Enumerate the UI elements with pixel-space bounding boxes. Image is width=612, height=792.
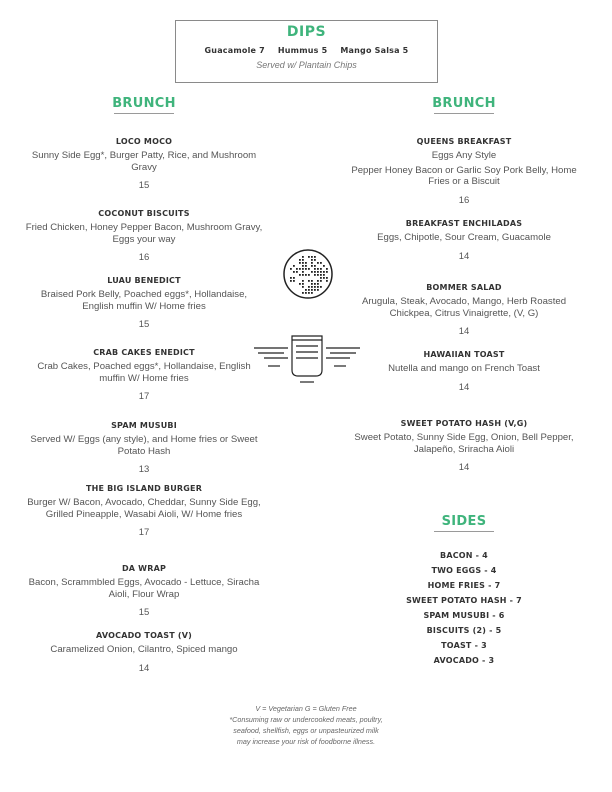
dip-item: Guacamole 7: [204, 46, 265, 55]
dip-item: Hummus 5: [277, 46, 328, 55]
item-name: CRAB CAKES ENEDICT: [93, 348, 195, 357]
health-warning-line: *Consuming raw or undercooked meats, poultry,: [229, 715, 383, 724]
menu-item: [24, 421, 264, 475]
item-price: 14: [458, 462, 470, 473]
item-name: BREAKFAST ENCHILADAS: [405, 219, 523, 228]
item-name: THE BIG ISLAND BURGER: [85, 484, 203, 493]
dips-items: [176, 46, 437, 55]
item-description: Served W/ Eggs (any style), and Home fries or Sweet Potato Hash: [30, 434, 258, 457]
coffee-cup-icon: [254, 326, 360, 388]
menu-item: [344, 219, 584, 262]
item-name: LUAU BENEDICT: [107, 276, 181, 285]
menu-item: [344, 350, 584, 393]
menu-item: [344, 419, 584, 473]
brunch-left-column: [24, 96, 264, 674]
item-description: Fried Chicken, Honey Pepper Bacon, Mushroom Gravy, Eggs your way: [25, 222, 263, 245]
brunch-right-column: [344, 96, 584, 665]
menu-item: [24, 564, 264, 618]
side-item: TOAST - 3: [441, 641, 487, 650]
item-description: Eggs, Chipotle, Sour Cream, Guacamole: [377, 232, 551, 243]
title-rule: [434, 113, 494, 114]
item-name: QUEENS BREAKFAST: [416, 137, 512, 146]
title-rule: [434, 531, 494, 532]
dips-section: [175, 20, 438, 83]
item-name: COCONUT BISCUITS: [98, 209, 190, 218]
side-item: BACON - 4: [440, 551, 488, 560]
item-description: Nutella and mango on French Toast: [388, 363, 540, 374]
item-description: Sunny Side Egg*, Burger Patty, Rice, and Mushroom Gravy: [31, 150, 257, 173]
item-name: AVOCADO TOAST (V): [96, 631, 192, 640]
item-name: SWEET POTATO HASH (V,G): [400, 419, 528, 428]
item-description: Bacon, Scrammbled Eggs, Avocado - Lettuce, Siracha Aioli, Flour Wrap: [28, 577, 260, 600]
item-description: Burger W/ Bacon, Avocado, Cheddar, Sunny Side Egg, Grilled Pineapple, Wasabi Aioli, W/ Home fries: [27, 497, 261, 520]
item-description: Crab Cakes, Poached eggs*, Hollandaise, English muffin W/ Home fries: [37, 361, 251, 384]
dips-title: DIPS: [286, 24, 327, 40]
side-item: AVOCADO - 3: [433, 656, 495, 665]
item-description: Sweet Potato, Sunny Side Egg, Onion, Bell Pepper, Jalapeño, Sriracha Aioli: [354, 432, 574, 455]
side-item: SWEET POTATO HASH - 7: [406, 596, 522, 605]
side-item: TWO EGGS - 4: [431, 566, 497, 575]
item-name: SPAM MUSUBI: [111, 421, 177, 430]
dip-item: Mango Salsa 5: [340, 46, 409, 55]
item-name: HAWAIIAN TOAST: [423, 350, 505, 359]
dietary-legend: V = Vegetarian G = Gluten Free: [255, 704, 357, 713]
item-description: Eggs Any Style: [431, 150, 497, 161]
dips-subtitle: Served w/ Plantain Chips: [256, 60, 357, 70]
side-item: BISCUITS (2) - 5: [426, 626, 502, 635]
item-description: Arugula, Steak, Avocado, Mango, Herb Roasted Chickpea, Citrus Vinaigrette, (V, G): [361, 296, 567, 319]
menu-item: [24, 631, 264, 674]
menu-item: [24, 137, 264, 191]
menu-item: [344, 283, 584, 337]
item-price: 16: [138, 252, 150, 263]
footer-notes: [150, 703, 462, 747]
item-price: 16: [458, 194, 470, 206]
side-item: SPAM MUSUBI - 6: [423, 611, 505, 620]
title-rule: [114, 113, 174, 114]
item-price: 15: [138, 180, 150, 191]
menu-item: [24, 209, 264, 263]
item-name: DA WRAP: [121, 564, 167, 573]
item-price: 14: [458, 326, 470, 337]
sides-section: [344, 514, 584, 532]
health-warning-line: seafood, shellfish, eggs or unpasteurized milk: [233, 726, 379, 735]
item-description: Braised Pork Belly, Poached eggs*, Hollandaise, English muffin W/ Home fries: [40, 289, 248, 312]
item-price: 15: [138, 319, 150, 330]
item-price: 14: [138, 662, 150, 674]
item-name: LOCO MOCO: [115, 137, 173, 146]
item-price: 14: [458, 250, 470, 262]
round-seal-icon: [282, 248, 334, 300]
brunch-left-title: BRUNCH: [112, 96, 176, 111]
brunch-right-title: BRUNCH: [432, 96, 496, 111]
sides-title: SIDES: [441, 514, 487, 529]
item-description: Caramelized Onion, Cilantro, Spiced mango: [50, 644, 238, 655]
menu-item: [24, 276, 264, 330]
menu-item: [24, 484, 264, 538]
item-description-extra: Pepper Honey Bacon or Garlic Soy Pork Belly, Home Fries or a Biscuit: [351, 164, 577, 187]
item-price: 13: [138, 464, 150, 475]
menu-item: [344, 137, 584, 206]
item-name: BOMMER SALAD: [426, 283, 502, 292]
side-item: HOME FRIES - 7: [427, 581, 501, 590]
menu-item: [24, 348, 264, 402]
item-price: 14: [458, 381, 470, 393]
item-price: 17: [138, 527, 150, 538]
item-price: 15: [138, 607, 150, 618]
item-price: 17: [138, 391, 150, 402]
health-warning-line: may increase your risk of foodborne illness.: [236, 737, 376, 746]
